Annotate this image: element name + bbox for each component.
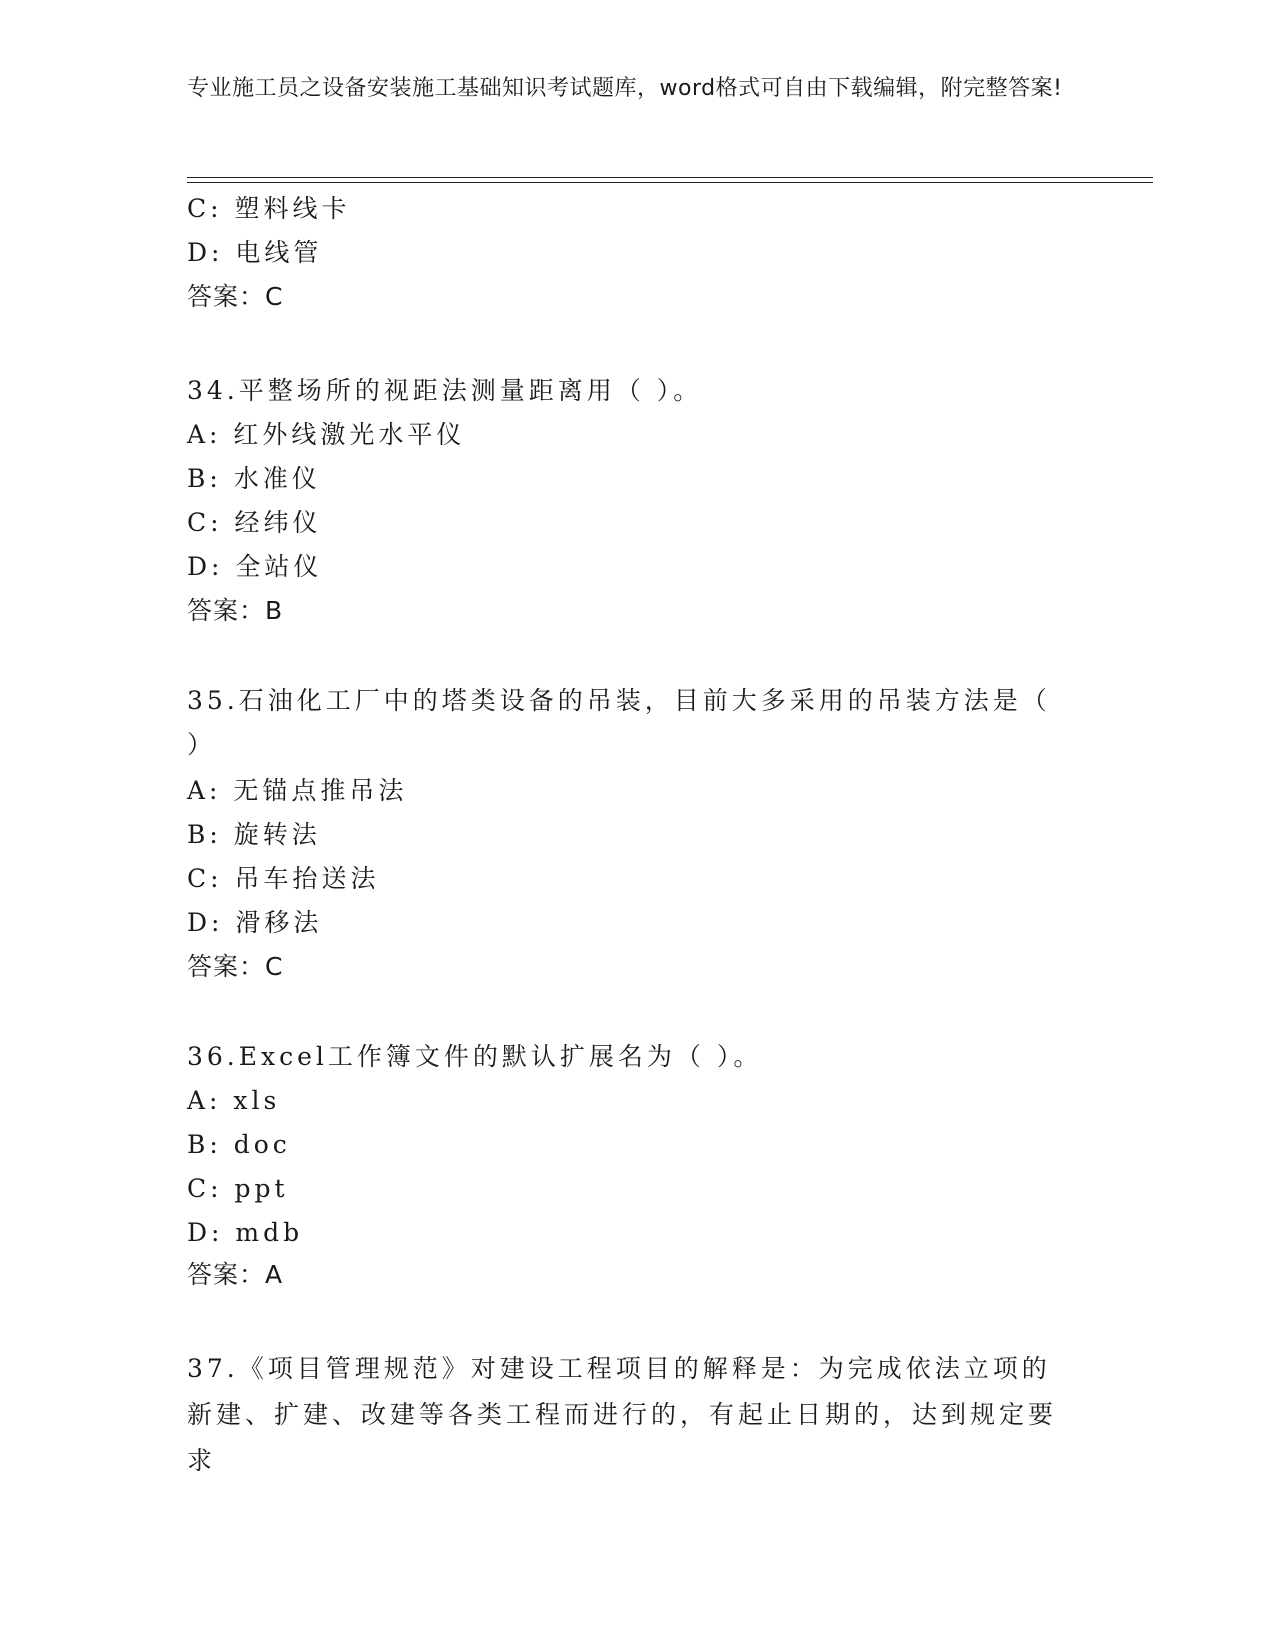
option-b: B: doc xyxy=(187,1130,291,1159)
answer: 答案：A xyxy=(187,1260,284,1289)
header-divider-top xyxy=(187,177,1153,178)
option-a: A: 无锚点推吊法 xyxy=(187,776,408,805)
option-c: C: 经纬仪 xyxy=(187,508,322,537)
header-divider-bottom xyxy=(187,182,1153,183)
question-text: 37.《项目管理规范》对建设工程项目的解释是：为完成依法立项的新建、扩建、改建等各类工程而进行的，有起止日期的，达到规定要求 xyxy=(187,1354,1058,1475)
option-d: D: 滑移法 xyxy=(187,908,323,937)
option-d: D: mdb xyxy=(187,1218,304,1247)
question-text: 36.Excel工作簿文件的默认扩展名为（ ）。 xyxy=(187,1042,763,1071)
option-a: A: xls xyxy=(187,1086,281,1115)
option-b: B: 旋转法 xyxy=(187,820,321,849)
option-d: D: 全站仪 xyxy=(187,552,323,581)
document-header: 专业施工员之设备安装施工基础知识考试题库，word格式可自由下载编辑，附完整答案! xyxy=(187,76,1063,101)
question-text: 34.平整场所的视距法测量距离用（ ）。 xyxy=(187,376,703,405)
option-c: C: 塑料线卡 xyxy=(187,194,351,223)
question-text-line1: 35.石油化工厂中的塔类设备的吊装，目前大多采用的吊装方法是（ xyxy=(187,686,1051,715)
answer: 答案：C xyxy=(187,282,284,311)
option-c: C: 吊车抬送法 xyxy=(187,864,380,893)
question-text-line2: ） xyxy=(187,730,217,759)
answer: 答案：B xyxy=(187,596,284,625)
option-a: A: 红外线激光水平仪 xyxy=(187,420,466,449)
option-c: C: ppt xyxy=(187,1174,289,1203)
option-b: B: 水准仪 xyxy=(187,464,321,493)
option-d: D: 电线管 xyxy=(187,238,323,267)
answer: 答案：C xyxy=(187,952,284,981)
